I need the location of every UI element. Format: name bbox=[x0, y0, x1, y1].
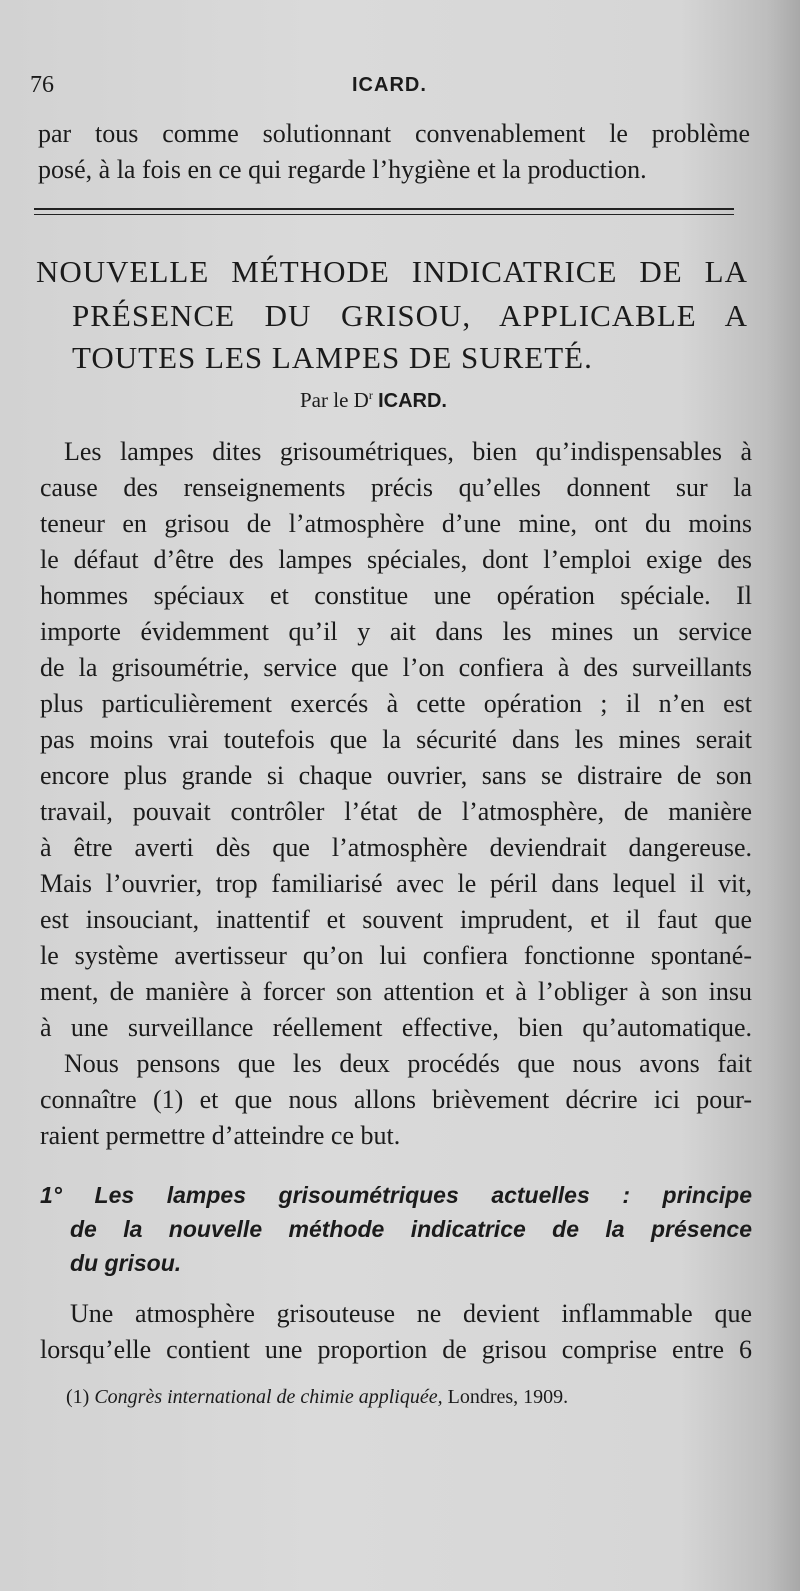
body-line: Mais l’ouvrier, trop familiarisé avec le péril dans lequel il vit, bbox=[40, 869, 752, 898]
article-title-line: PRÉSENCE DU GRISOU, APPLICABLE A bbox=[72, 298, 748, 333]
body-line: à être averti dès que l’atmosphère deviendrait dangereuse. bbox=[40, 833, 752, 862]
body-line: Nous pensons que les deux procédés que nous avons fait bbox=[64, 1049, 752, 1078]
body-line: Les lampes dites grisoumétriques, bien qu’indispensables à bbox=[64, 437, 752, 466]
body-line: raient permettre d’atteindre ce but. bbox=[40, 1121, 401, 1150]
body-line: ment, de manière à forcer son attention et à l’obliger à son insu bbox=[40, 977, 752, 1006]
divider bbox=[34, 208, 734, 210]
section-paragraph bbox=[40, 1296, 752, 1368]
body-line: connaître (1) et que nous allons brièvement décrire ici pour- bbox=[40, 1085, 752, 1114]
page-number: 76 bbox=[30, 72, 54, 98]
body-line: à une surveillance réellement effective, bien qu’automatique. bbox=[40, 1013, 752, 1042]
intro-line: par tous comme solutionnant convenablement le problème bbox=[38, 119, 750, 148]
body-line: importe évidemment qu’il y ait dans les mines un service bbox=[40, 617, 752, 646]
body-line: pas moins vrai toutefois que la sécurité dans les mines serait bbox=[40, 725, 752, 754]
footnote: (1) Congrès international de chimie appliquée, Londres, 1909. bbox=[66, 1386, 569, 1408]
body-line: Une atmosphère grisouteuse ne devient inflammable que bbox=[70, 1299, 752, 1328]
body-line: encore plus grande si chaque ouvrier, sans se distraire de son bbox=[40, 761, 752, 790]
body-line: le système avertisseur qu’on lui confiera fonctionne spontané- bbox=[40, 941, 752, 970]
section-heading: 1° Les lampes grisoumétriques actuelles : principe de la nouvelle méthode indicatrice de la présence du grisou. bbox=[40, 1182, 752, 1276]
body-line: hommes spéciaux et constitue une opération spéciale. Il bbox=[40, 581, 752, 610]
divider bbox=[34, 214, 734, 215]
body-line: le défaut d’être des lampes spéciales, dont l’emploi exige des bbox=[40, 545, 752, 574]
running-title: ICARD. bbox=[352, 74, 427, 96]
article-title-line: TOUTES LES LAMPES DE SURETÉ. bbox=[72, 340, 593, 375]
byline: Par le $D^r$ ICARD. bbox=[300, 388, 447, 412]
body-line: est insouciant, inattentif et souvent imprudent, et il faut que bbox=[40, 905, 752, 934]
intro-line: posé, à la fois en ce qui regarde l’hygiène et la production. bbox=[38, 155, 647, 184]
article-title-line: NOUVELLE MÉTHODE INDICATRICE DE LA bbox=[36, 254, 748, 289]
body-paragraph-1 bbox=[40, 434, 752, 1154]
body-line: plus particulièrement exercés à cette opération ; il n’en est bbox=[40, 689, 752, 718]
body-line: cause des renseignements précis qu’elles donnent sur la bbox=[40, 473, 752, 502]
body-line: lorsqu’elle contient une proportion de grisou comprise entre 6 bbox=[40, 1335, 752, 1364]
body-line: travail, pouvait contrôler l’état de l’atmosphère, de manière bbox=[40, 797, 752, 826]
body-line: teneur en grisou de l’atmosphère d’une mine, ont du moins bbox=[40, 509, 752, 538]
body-line: de la grisoumétrie, service que l’on confiera à des surveillants bbox=[40, 653, 752, 682]
